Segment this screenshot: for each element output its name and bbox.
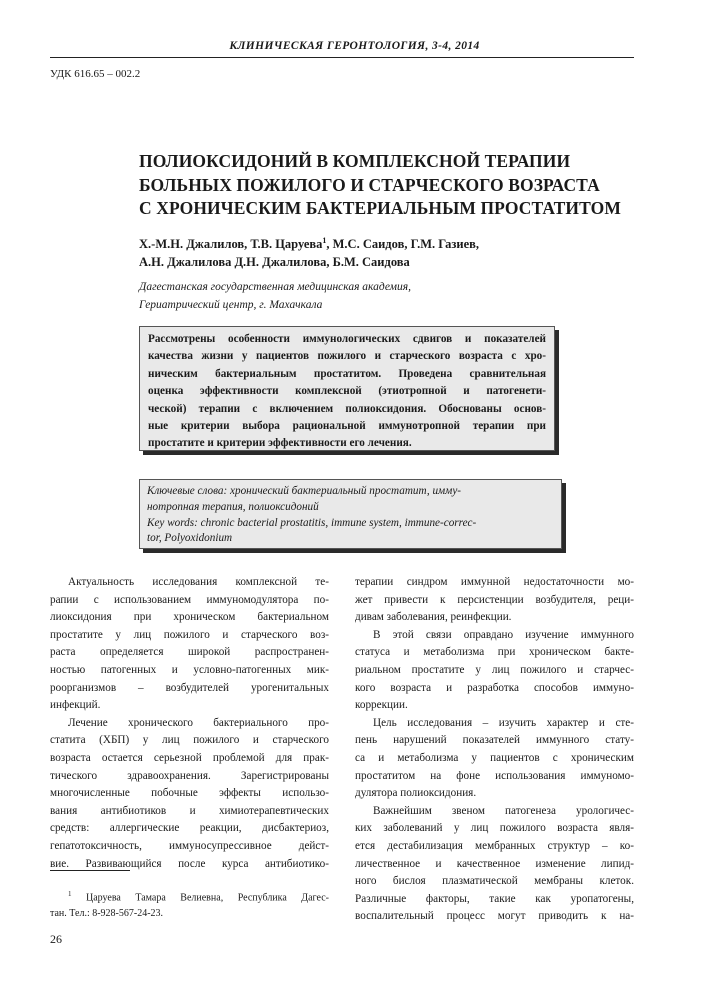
abstract-line: Рассмотрены особенности иммунологических сдвигов и показателей: [148, 333, 546, 345]
keywords-line: Ключевые слова: хронический бактериальный простатит, имму-: [147, 485, 462, 497]
body-line: В этой связи оправдано изучение иммунного: [373, 628, 634, 641]
body-line: статита (ХБП) у лиц пожилого и старческого: [50, 734, 329, 747]
title-line: ПОЛИОКСИДОНИЙ В КОМПЛЕКСНОЙ ТЕРАПИИ: [139, 151, 571, 171]
body-line: многочисленные побочные эффекты использо-: [50, 787, 329, 800]
body-line: воспалительный процесс могут приводить к на-: [355, 910, 634, 923]
body-line: ностью патогенных и условно-патогенных мик-: [50, 663, 329, 676]
body-line: вие. Развивающийся после курса антибиотико-: [50, 857, 329, 870]
page-number: 26: [50, 932, 62, 946]
body-line: кого возраста и разработка способов иммуно-: [355, 681, 634, 694]
footnote-text: Царуева Тамара Велиевна, Республика Дагес-: [71, 892, 329, 904]
title-line: БОЛЬНЫХ ПОЖИЛОГО И СТАРЧЕСКОГО ВОЗРАСТА: [139, 174, 600, 195]
authors-line: А.Н. Джалилова Д.Н. Джалилова, Б.М. Саидова: [139, 255, 410, 270]
udc-code: УДК 616.65 – 002.2: [50, 68, 141, 80]
abstract-line: ническим бактериальным простатитом. Проведена сравнительная: [148, 367, 546, 380]
body-line: пень нарушений показателей иммунного стату-: [355, 734, 634, 747]
body-line: ного бислоя плазматической мембраны клеток.: [355, 875, 634, 888]
footnote-marker: 1: [322, 236, 327, 245]
footnote-rule: [50, 870, 130, 871]
body-line: Актуальность исследования комплексной те-: [68, 576, 329, 588]
body-line: личественное и качественное изменение липид-: [355, 857, 634, 870]
footnote: [50, 886, 329, 922]
body-line: тического здравоохранения. Зарегистрированы: [50, 769, 329, 782]
body-line: простатите у лиц пожилого и старческого воз-: [50, 628, 329, 641]
running-head: КЛИНИЧЕСКАЯ ГЕРОНТОЛОГИЯ, 3-4, 2014: [229, 40, 480, 52]
footnote-line: тан. Тел.: 8-928-567-24-23.: [50, 908, 164, 920]
article-title: [139, 150, 639, 221]
abstract-line: оценка эффективности комплексной (этиотропной и патогенети-: [148, 385, 546, 398]
authors-text: Х.-М.Н. Джалилов, Т.В. Царуева: [139, 237, 323, 252]
body-line: коррекции.: [355, 699, 408, 712]
body-line: Важнейшим звеном патогенеза урологичес-: [373, 804, 634, 817]
abstract-text: [148, 331, 546, 453]
header-rule: [50, 57, 634, 58]
body-line: гепатотоксичность, иммуносупрессивное дейст-: [50, 839, 329, 852]
body-line: раста определяется широкой распространен-: [50, 646, 329, 659]
authors-text: , М.С. Саидов, Г.М. Газиев,: [326, 237, 480, 252]
body-line: роорганизмов – возбудителей урогенитальных: [50, 681, 329, 694]
abstract-box: [139, 326, 555, 451]
body-line: вания антибиотиков и химиотерапевтических: [50, 804, 329, 817]
body-line: ется дестабилизация мембранных структур – ко-: [355, 839, 634, 852]
body-line: риальном простатите у лиц пожилого и старчес-: [355, 663, 634, 676]
body-line: статуса и метаболизма при хроническом бакте-: [355, 646, 634, 659]
title-line: С ХРОНИЧЕСКИМ БАКТЕРИАЛЬНЫМ ПРОСТАТИТОМ: [139, 198, 621, 218]
body-column-left: [50, 574, 329, 873]
body-line: Цель исследования – изучить характер и сте-: [373, 716, 634, 729]
body-line: простатитом на фоне использования иммуномо-: [355, 769, 634, 782]
body-line: са и метаболизма у пациентов с хроническим: [355, 751, 634, 764]
affiliation: [139, 279, 639, 314]
body-line: рапии с использованием иммуномодулятора по-: [50, 593, 329, 606]
authors: [139, 232, 639, 271]
abstract-line: качества жизни у пациентов пожилого и старческого возраста с хро-: [148, 350, 546, 363]
body-line: дивам заболевания, реинфекции.: [355, 611, 512, 624]
authors-line: [139, 232, 639, 253]
affiliation-line: Дагестанская государственная медицинская академия,: [139, 281, 411, 293]
body-line: ких заболеваний у лиц пожилого возраста явля-: [355, 822, 634, 835]
body-line: терапии синдром иммунной недостаточности мо-: [355, 576, 634, 588]
body-line: Различные факторы, такие как уропатогены,: [355, 892, 634, 905]
keywords-box: [139, 479, 562, 549]
affiliation-line: Гериатрический центр, г. Махачкала: [139, 298, 323, 311]
body-line: инфекций.: [50, 699, 101, 712]
keywords-line: Key words: chronic bacterial prostatitis, immune system, immune-correc-: [147, 516, 477, 529]
abstract-line: ные критерии выбора рациональной иммунотропной терапии при: [148, 420, 546, 433]
keywords-line: нотропная терапия, полиоксидоний: [147, 500, 319, 513]
body-line: жет привести к персистенции возбудителя, реци-: [355, 593, 634, 606]
body-line: средств: аллергические реакции, дисбактериоз,: [50, 822, 329, 835]
body-line: лиоксидония при хроническом бактериальном: [50, 611, 329, 624]
body-line: дулятора полиоксидония.: [355, 787, 477, 800]
abstract-line: ческой) терапии с включением полиоксидония. Обоснованы основ-: [148, 402, 546, 415]
abstract-line: простатите и критерии эффективности его лечения.: [148, 437, 412, 450]
keywords-line: tor, Polyoxidonium: [147, 532, 233, 545]
footnote-line: [50, 886, 329, 906]
body-column-right: [355, 574, 634, 926]
body-line: возраста остается серьезной проблемой для прак-: [50, 751, 329, 764]
body-line: Лечение хронического бактериального про-: [68, 716, 329, 729]
footnote-marker: 1: [68, 890, 72, 898]
